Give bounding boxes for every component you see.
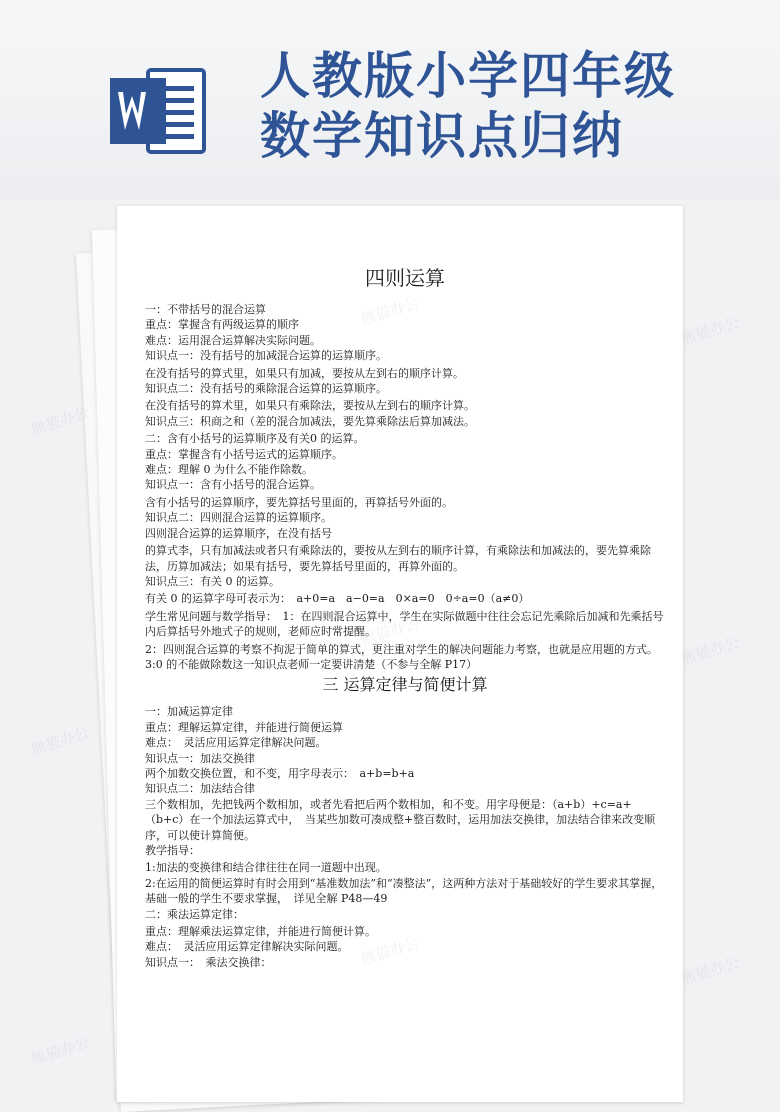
document-content (145, 258, 668, 970)
text-line: 重点：掌握含有小括号运式的运算顺序。 (145, 447, 343, 461)
banner (0, 0, 780, 200)
watermark: 熊猫办公 (28, 1033, 92, 1069)
text-line: 含有小括号的运算顺序，要先算括号里面的，再算括号外面的。 (145, 495, 453, 509)
text-line: 难点：运用混合运算解决实际问题。 (145, 333, 321, 347)
text-block-2 (145, 574, 665, 607)
text-block-1 (145, 302, 665, 541)
text-block-5 (145, 907, 665, 971)
text-line: 两个加数交换位置，和不变，用字母表示： a+b=b+a (145, 766, 415, 780)
watermark: 熊猫办公 (678, 633, 742, 669)
watermark: 熊猫办公 (678, 313, 742, 349)
text-line: 知识点二：没有括号的乘除混合运算的运算顺序。 (145, 382, 387, 396)
text-line: 难点： 灵活应用运算定律解决实际问题。 (145, 940, 349, 954)
text-line: 难点：理解 0 为什么不能作除数。 (145, 463, 313, 477)
text-line: 1:加法的变换律和结合律往往在同一道题中出现。 (145, 861, 387, 875)
page-title (260, 46, 676, 166)
text-line: 知识点三：积商之和（差的混合加减法，要先算乘除法后算加减法。 (145, 414, 475, 428)
text-line: 知识点一：加法交换律 (145, 751, 255, 765)
text-line: 重点：理解乘法运算定律，并能进行简便计算。 (145, 925, 376, 939)
text-line: 知识点二：四则混合运算的运算顺序。 (145, 511, 332, 525)
title-line-2: 数学知识点归纳 (260, 107, 624, 165)
text-line: 教学指导： (145, 844, 200, 857)
text-line: 在没有括号的算术里，如果只有乘除法，要按从左到右的顺序计算。 (145, 399, 475, 413)
text-block-4 (145, 843, 665, 876)
text-line: 四则混合运算的运算顺序，在没有括号 (145, 526, 332, 540)
section-heading-arithmetic: 四则运算 (365, 266, 445, 290)
watermark: 熊猫办公 (28, 403, 92, 439)
text-line: 难点： 灵活应用运算定律解决问题。 (145, 736, 327, 750)
text-line: 重点：理解运算定律，并能进行简便运算 (145, 720, 343, 734)
text-line: 一：不带括号的混合运算 (145, 303, 266, 316)
text-line: 重点：掌握含有两级运算的顺序 (145, 318, 299, 332)
watermark: 熊猫办公 (28, 723, 92, 759)
text-paragraph: 的算式李，只有加减法或者只有乘除法的，要按从左到右的顺序计算，有乘除法和加减法的，要先算乘除法，历算加减法；如果有括号，要先算括号里面的，再算外面的。 (145, 544, 651, 573)
formula-line: 有关 0 的运算字母可表示为： a+0=a a−0=a 0×a=0 0÷a=0（a≠0） (145, 592, 530, 606)
text-line: 在没有括号的算式里，如果只有加减，要按从左到右的顺序计算。 (145, 366, 464, 380)
word-document-icon (108, 66, 208, 156)
text-line: 知识点一：没有括号的加减混合运算的运算顺序。 (145, 349, 387, 363)
text-line: 二：乘法运算定律： (145, 907, 244, 921)
text-paragraph: 2：四则混合运算的考察不拘泥于简单的算式，更注重对学生的解决问题能力考察，也就是应用题的方式。 (145, 642, 658, 656)
title-line-1: 人教版小学四年级 (260, 47, 676, 105)
text-line: 二：含有小括号的运算顺序及有关0 的运算。 (145, 432, 365, 446)
text-block-3 (145, 704, 665, 796)
text-line: 3:0 的不能做除数这一知识点老师一定要讲清楚（不参与全解 P17） (145, 657, 478, 671)
text-paragraph: 学生常见问题与数学指导： 1：在四则混合运算中，学生在实际做题中往往会忘记先乘除后加减和先乘括号内后算括号外地式子的规则，老师应时常提醒。 (145, 609, 664, 639)
text-paragraph: 三个数相加，先把钱两个数相加，或者先看把后两个数相加，和不变。用字母便是：（a+b）+c=a+（b+c）在一个加法运算式中， 当某些加数可凑成整+整百数时，运用加法交换律，加法结合律来改变顺序，可以使计算简便。 (145, 797, 656, 842)
text-line: 知识点三：有关 0 的运算。 (145, 574, 280, 588)
text-paragraph: 2:在运用的简便运算时有时会用到“基准数加法”和“凑整法”，这两种方法对于基础较好的学生要求其掌握， 基础一般的学生不要求掌握， 详见全解 P48—49 (145, 876, 668, 906)
watermark: 熊猫办公 (678, 953, 742, 989)
text-line: 知识点一： 乘法交换律： (145, 955, 272, 969)
text-line: 知识点一：含有小括号的混合运算。 (145, 478, 321, 492)
text-line: 知识点二：加法结合律 (145, 782, 255, 796)
text-line: 一：加减运算定律 (145, 705, 233, 719)
section-heading-laws: 三 运算定律与简便计算 (322, 675, 488, 695)
